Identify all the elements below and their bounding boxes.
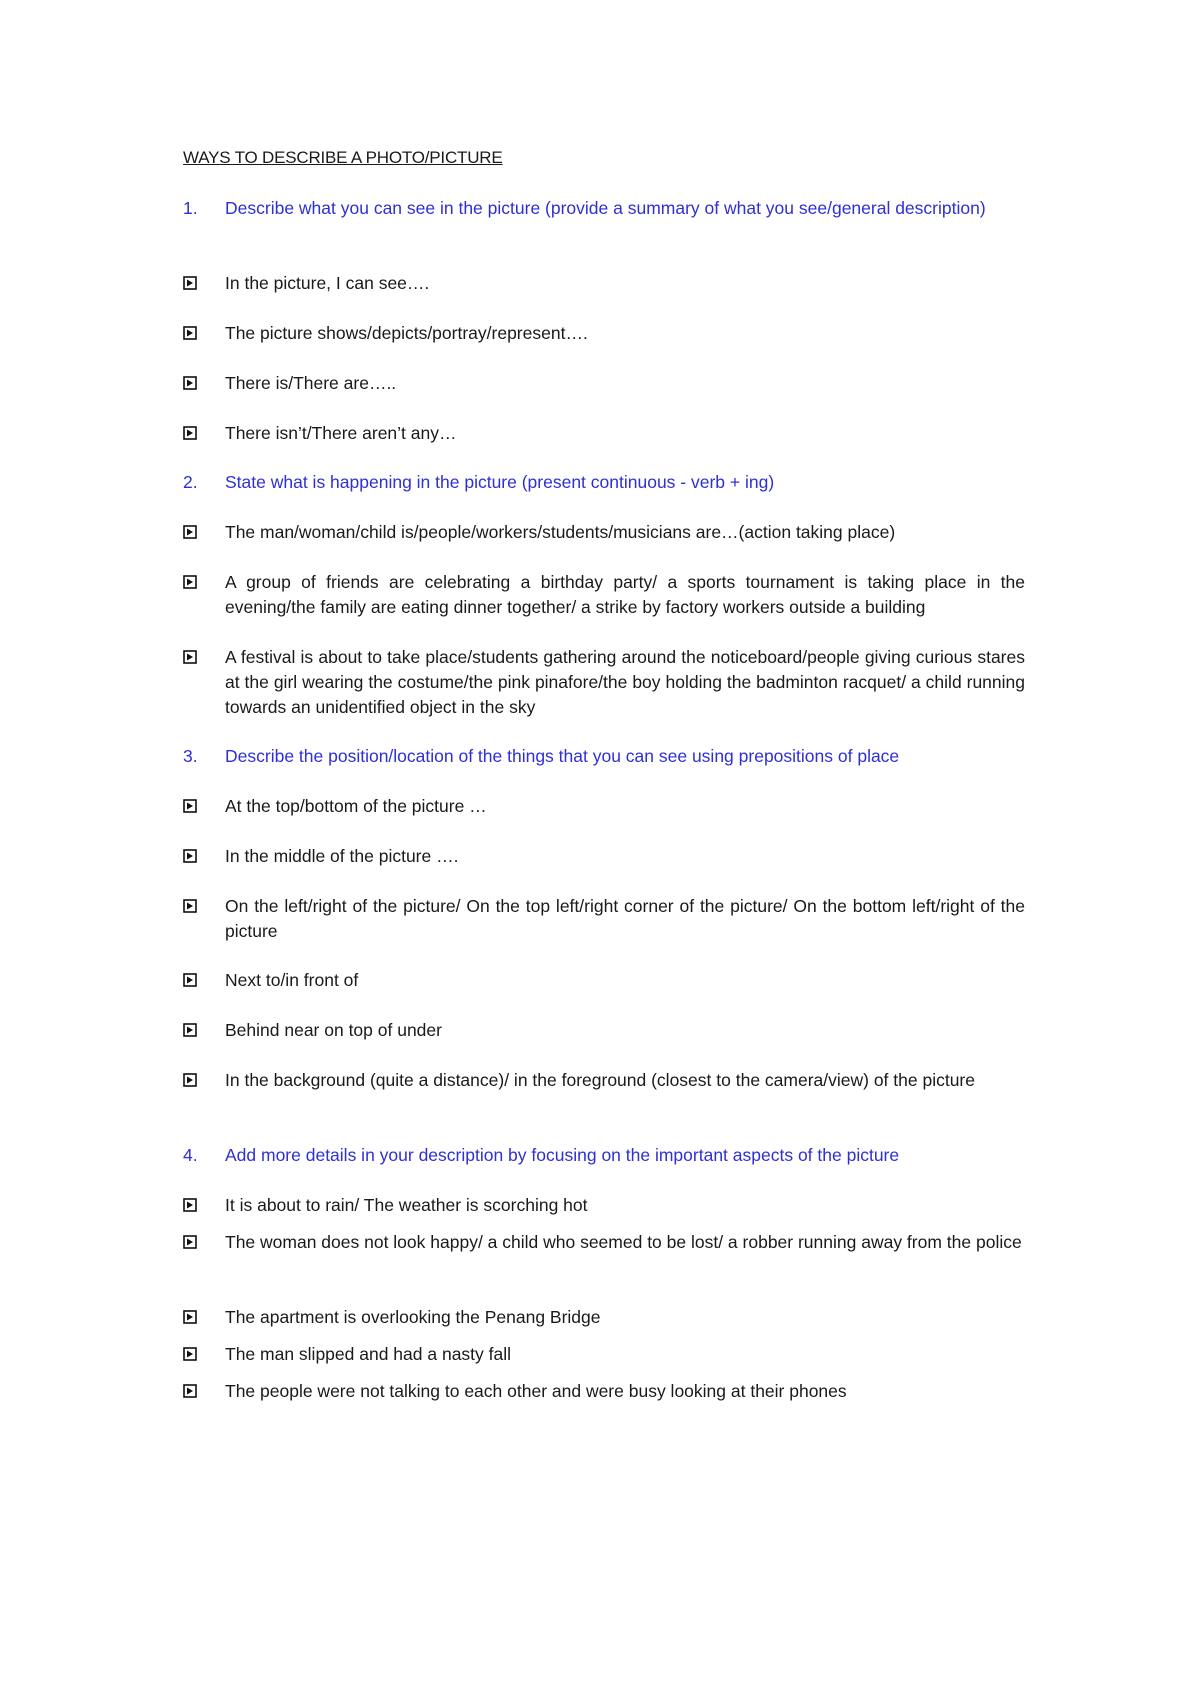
list-item-text: There is/There are…..: [225, 373, 397, 393]
arrow-bullet-icon: [183, 525, 197, 539]
section-heading-text: Describe what you can see in the picture (provide a summary of what you see/general description): [225, 198, 986, 218]
arrow-bullet-icon: [183, 650, 197, 664]
section-number: 3.: [183, 746, 198, 766]
arrow-bullet-icon: [183, 1347, 197, 1361]
arrow-bullet-icon: [183, 376, 197, 390]
arrow-bullet-icon: [183, 799, 197, 813]
list-item-text: In the picture, I can see….: [225, 273, 430, 293]
arrow-bullet-icon: [183, 1384, 197, 1398]
section-number: 4.: [183, 1145, 198, 1165]
arrow-bullet-icon: [183, 973, 197, 987]
list-item-text: A group of friends are celebrating a birthday party/ a sports tournament is taking place in the evening/the family are eating dinner together/ a strike by factory workers outside a building: [225, 572, 1025, 617]
arrow-bullet-icon: [183, 1198, 197, 1212]
list-item-text: The woman does not look happy/ a child who seemed to be lost/ a robber running away from the police: [225, 1232, 1022, 1252]
list-item-text: Behind near on top of under: [225, 1020, 442, 1040]
list-item-text: The man/woman/child is/people/workers/students/musicians are…(action taking place): [225, 522, 896, 542]
list-item-text: There isn’t/There aren’t any…: [225, 423, 457, 443]
arrow-bullet-icon: [183, 1073, 197, 1087]
list-item-text: In the background (quite a distance)/ in the foreground (closest to the camera/view) of the picture: [225, 1070, 975, 1090]
list-item-text: A festival is about to take place/students gathering around the noticeboard/people giving curious stares at the girl wearing the costume/the pink pinafore/the boy holding the badminton racquet/ a child running towards an unidentified object in the sky: [225, 647, 1025, 717]
section-heading-text: Describe the position/location of the things that you can see using prepositions of place: [225, 746, 900, 766]
list-item-text: The apartment is overlooking the Penang Bridge: [225, 1307, 601, 1327]
list-item-text: On the left/right of the picture/ On the top left/right corner of the picture/ On the bottom left/right of the picture: [225, 896, 1025, 941]
arrow-bullet-icon: [183, 426, 197, 440]
list-item-text: The people were not talking to each other and were busy looking at their phones: [225, 1381, 847, 1401]
arrow-bullet-icon: [183, 1310, 197, 1324]
section-number: 2.: [183, 472, 198, 492]
arrow-bullet-icon: [183, 326, 197, 340]
list-item-text: It is about to rain/ The weather is scorching hot: [225, 1195, 588, 1215]
list-item-text: Next to/in front of: [225, 970, 359, 990]
list-item-text: The man slipped and had a nasty fall: [225, 1344, 512, 1364]
arrow-bullet-icon: [183, 849, 197, 863]
arrow-bullet-icon: [183, 899, 197, 913]
arrow-bullet-icon: [183, 1023, 197, 1037]
arrow-bullet-icon: [183, 575, 197, 589]
section-number: 1.: [183, 198, 198, 218]
arrow-bullet-icon: [183, 276, 197, 290]
document-title: WAYS TO DESCRIBE A PHOTO/PICTURE: [183, 148, 503, 167]
arrow-bullet-icon: [183, 1235, 197, 1249]
section-heading-text: Add more details in your description by focusing on the important aspects of the picture: [225, 1145, 900, 1165]
list-item-text: At the top/bottom of the picture …: [225, 796, 487, 816]
list-item-text: The picture shows/depicts/portray/represent….: [225, 323, 588, 343]
section-heading-text: State what is happening in the picture (present continuous - verb + ing): [225, 472, 775, 492]
list-item-text: In the middle of the picture ….: [225, 846, 459, 866]
